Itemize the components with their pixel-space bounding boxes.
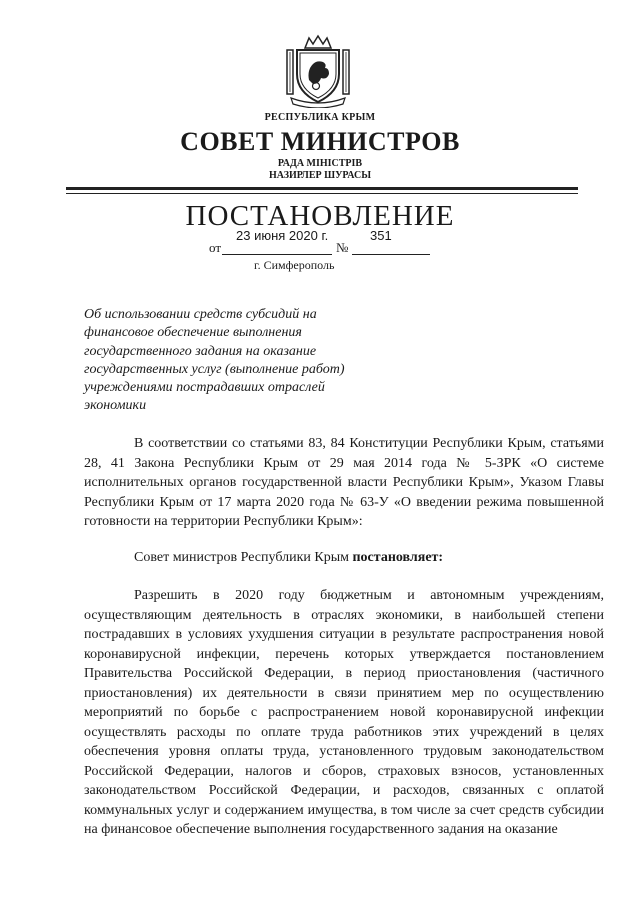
coat-of-arms-icon <box>283 34 353 108</box>
date-from-label: от <box>209 240 222 255</box>
resolution-keyword: постановляет: <box>352 550 444 565</box>
decree-date-number-line <box>0 228 640 258</box>
document-type-title: ПОСТАНОВЛЕНИЕ <box>185 200 455 232</box>
header-divider-thin <box>66 193 578 194</box>
resolution-prefix: Совет министров Республики Крым <box>134 550 353 565</box>
decree-date: 23 июня 2020 г. <box>236 228 329 243</box>
number-label: № <box>336 240 349 255</box>
resolution-paragraph <box>84 548 604 568</box>
council-name-ukrainian: РАДА МІНІСТРІВ <box>277 158 363 169</box>
preamble-paragraph: В соответствии со статьями 83, 84 Конституции Республики Крым, статьями 28, 41 Закона Республики Крым от 29 мая 2014 года № 5-ЗРК «О системе исполнительных органов государственной власти Республики Крым», Указом Главы Республики Крым от 17 марта 2020 года № 63-У «О введении режима повышенной готовности на территории Республики Крым»: <box>84 436 604 529</box>
date-underline <box>222 254 332 255</box>
header-divider-thick <box>66 187 578 190</box>
decree-city: г. Симферополь <box>254 258 335 272</box>
decree-number: 351 <box>370 228 392 243</box>
council-name: СОВЕТ МИНИСТРОВ <box>180 127 460 156</box>
main-provision-paragraph: Разрешить в 2020 году бюджетным и автономным учреждениям, осуществляющим деятельность в отраслях экономики, в наибольшей степени пострадавших в условиях ухудшения ситуации в результате распространения новой коронавирусной инфекции, перечень которых утверждается постановлением Правительства Российской Федерации, в период приостановления (частичного приостановления) их деятельности в связи принятием мер по осуществлению мероприятий по борьбе с распространением новой коронавирусной инфекции осуществлять расходы по оплате труда работников этих учреждений в целях обеспечения уровня оплаты труда, установленного трудовым законодательством Российской Федерации, налогов и сборов, страховых взносов, установленных законодательством Российской Федерации, и расходов, связанных с оплатой коммунальных услуг и содержанием имущества, в том числе за счет средств субсидии на финансовое обеспечение выполнения государственного задания на оказание <box>84 588 604 837</box>
republic-name: РЕСПУБЛИКА КРЫМ <box>264 112 376 123</box>
council-name-crimean-tatar: НАЗИРЛЕР ШУРАСЫ <box>268 170 372 181</box>
number-underline <box>352 254 430 255</box>
decree-subject: Об использовании средств субсидий на финансовое обеспечение выполнения государственного задания на оказание государственных услуг (выполнение работ) учреждениями пострадавших отраслей экономики <box>84 307 345 414</box>
